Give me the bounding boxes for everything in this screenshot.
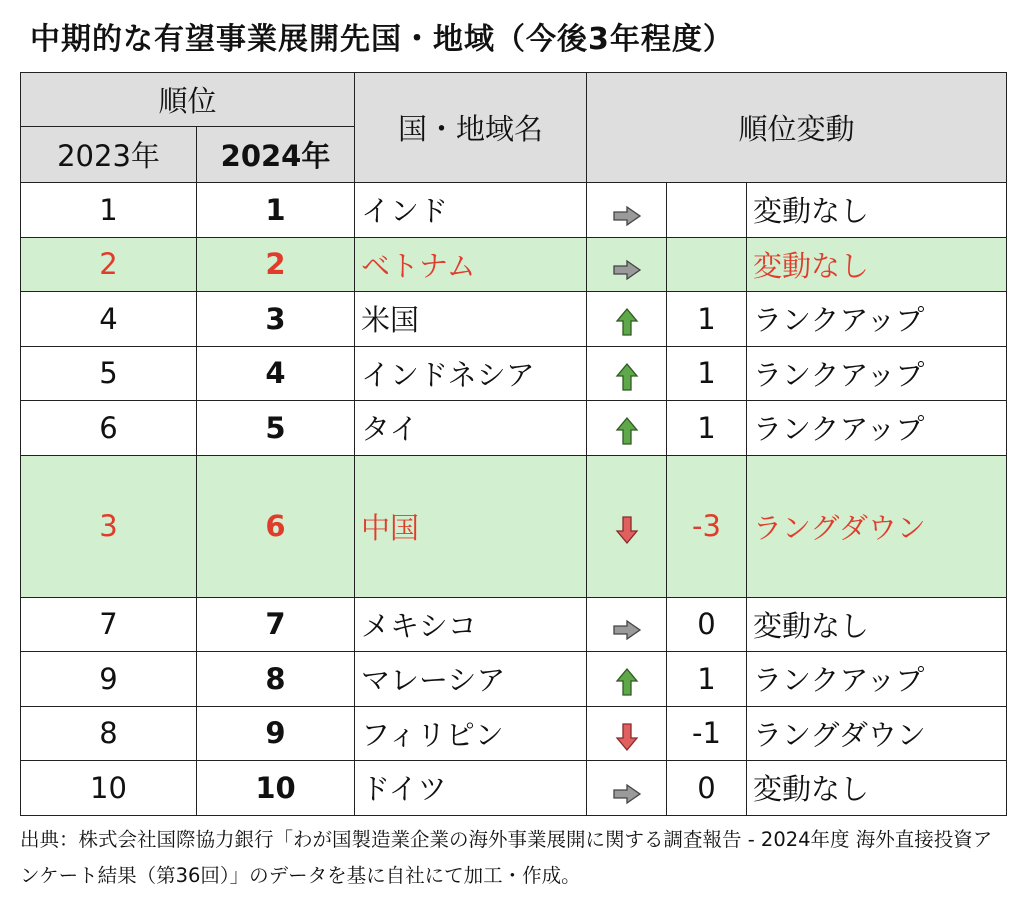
year-2024-header: 2024年: [197, 127, 355, 183]
arrow-cell: [587, 706, 667, 761]
country-header: 国・地域名: [355, 73, 587, 183]
arrow-cell: [587, 652, 667, 707]
country-name-cell: 米国: [355, 292, 587, 347]
rank-2023-cell: 8: [21, 706, 197, 761]
page-title: 中期的な有望事業展開先国・地域（今後3年程度）: [30, 22, 734, 57]
rank-change-value: 0: [667, 597, 747, 652]
table-row: [21, 761, 1007, 816]
rank-2024-cell: 6: [197, 455, 355, 597]
country-name-cell: マレーシア: [355, 652, 587, 707]
up-arrow-icon: [615, 362, 639, 399]
rank-change-status: ラングダウン: [747, 706, 1007, 761]
rank-2023-cell: 2: [21, 237, 197, 292]
down-arrow-icon: [615, 722, 639, 759]
table-header: [21, 73, 1007, 183]
right-arrow-icon: [612, 254, 642, 288]
source-note: 出典：株式会社国際協力銀行「わが国製造業企業の海外事業展開に関する調査報告 - 2024年度 海外直接投資アンケート結果（第36回）」のデータを基に自社にて加工・作成。: [20, 828, 993, 887]
rank-change-value: [667, 183, 747, 238]
rank-change-status: 変動なし: [747, 183, 1007, 238]
rank-2023-cell: 4: [21, 292, 197, 347]
up-arrow-icon: [615, 307, 639, 344]
country-name-cell: フィリピン: [355, 706, 587, 761]
rank-change-value: 0: [667, 761, 747, 816]
rank-2024-cell: 2: [197, 237, 355, 292]
arrow-cell: [587, 455, 667, 597]
table-row: [21, 237, 1007, 292]
rank-header: 順位: [21, 73, 355, 127]
arrow-cell: [587, 183, 667, 238]
right-arrow-icon: [612, 200, 642, 234]
rank-2023-cell: 9: [21, 652, 197, 707]
arrow-cell: [587, 237, 667, 292]
table-row: [21, 455, 1007, 597]
table-row: [21, 652, 1007, 707]
rank-2023-cell: 1: [21, 183, 197, 238]
up-arrow-icon: [615, 667, 639, 704]
rank-2024-cell: 9: [197, 706, 355, 761]
table-row: [21, 597, 1007, 652]
rank-change-value: -1: [667, 706, 747, 761]
rank-2024-cell: 8: [197, 652, 355, 707]
rank-change-value: 1: [667, 346, 747, 401]
table-body: [21, 183, 1007, 816]
rank-2023-cell: 10: [21, 761, 197, 816]
down-arrow-icon: [615, 515, 639, 552]
rank-change-status: ランクアップ: [747, 292, 1007, 347]
right-arrow-icon: [612, 778, 642, 812]
rank-change-value: [667, 237, 747, 292]
right-arrow-icon: [612, 614, 642, 648]
rank-change-value: 1: [667, 652, 747, 707]
rank-change-value: -3: [667, 455, 747, 597]
rank-2024-cell: 1: [197, 183, 355, 238]
country-name-cell: インドネシア: [355, 346, 587, 401]
change-header: 順位変動: [587, 73, 1007, 183]
rank-2023-cell: 6: [21, 401, 197, 456]
country-name-cell: タイ: [355, 401, 587, 456]
arrow-cell: [587, 597, 667, 652]
up-arrow-icon: [615, 416, 639, 453]
table-row: [21, 183, 1007, 238]
table-row: [21, 401, 1007, 456]
rank-2024-cell: 3: [197, 292, 355, 347]
country-name-cell: ドイツ: [355, 761, 587, 816]
rank-change-status: 変動なし: [747, 761, 1007, 816]
ranking-table: [20, 72, 1007, 816]
table-row: [21, 292, 1007, 347]
country-name-cell: 中国: [355, 455, 587, 597]
table-row: [21, 706, 1007, 761]
rank-2023-cell: 3: [21, 455, 197, 597]
rank-2024-cell: 7: [197, 597, 355, 652]
arrow-cell: [587, 346, 667, 401]
table-row: [21, 346, 1007, 401]
rank-change-status: 変動なし: [747, 237, 1007, 292]
rank-change-value: 1: [667, 292, 747, 347]
rank-change-status: 変動なし: [747, 597, 1007, 652]
country-name-cell: インド: [355, 183, 587, 238]
rank-2024-cell: 4: [197, 346, 355, 401]
country-name-cell: ベトナム: [355, 237, 587, 292]
rank-change-status: ランクアップ: [747, 346, 1007, 401]
rank-change-status: ランクアップ: [747, 401, 1007, 456]
arrow-cell: [587, 761, 667, 816]
rank-change-value: 1: [667, 401, 747, 456]
rank-2023-cell: 5: [21, 346, 197, 401]
rank-change-status: ラングダウン: [747, 455, 1007, 597]
arrow-cell: [587, 401, 667, 456]
rank-2023-cell: 7: [21, 597, 197, 652]
country-name-cell: メキシコ: [355, 597, 587, 652]
rank-change-status: ランクアップ: [747, 652, 1007, 707]
year-2023-header: 2023年: [21, 127, 197, 183]
rank-2024-cell: 5: [197, 401, 355, 456]
arrow-cell: [587, 292, 667, 347]
rank-2024-cell: 10: [197, 761, 355, 816]
